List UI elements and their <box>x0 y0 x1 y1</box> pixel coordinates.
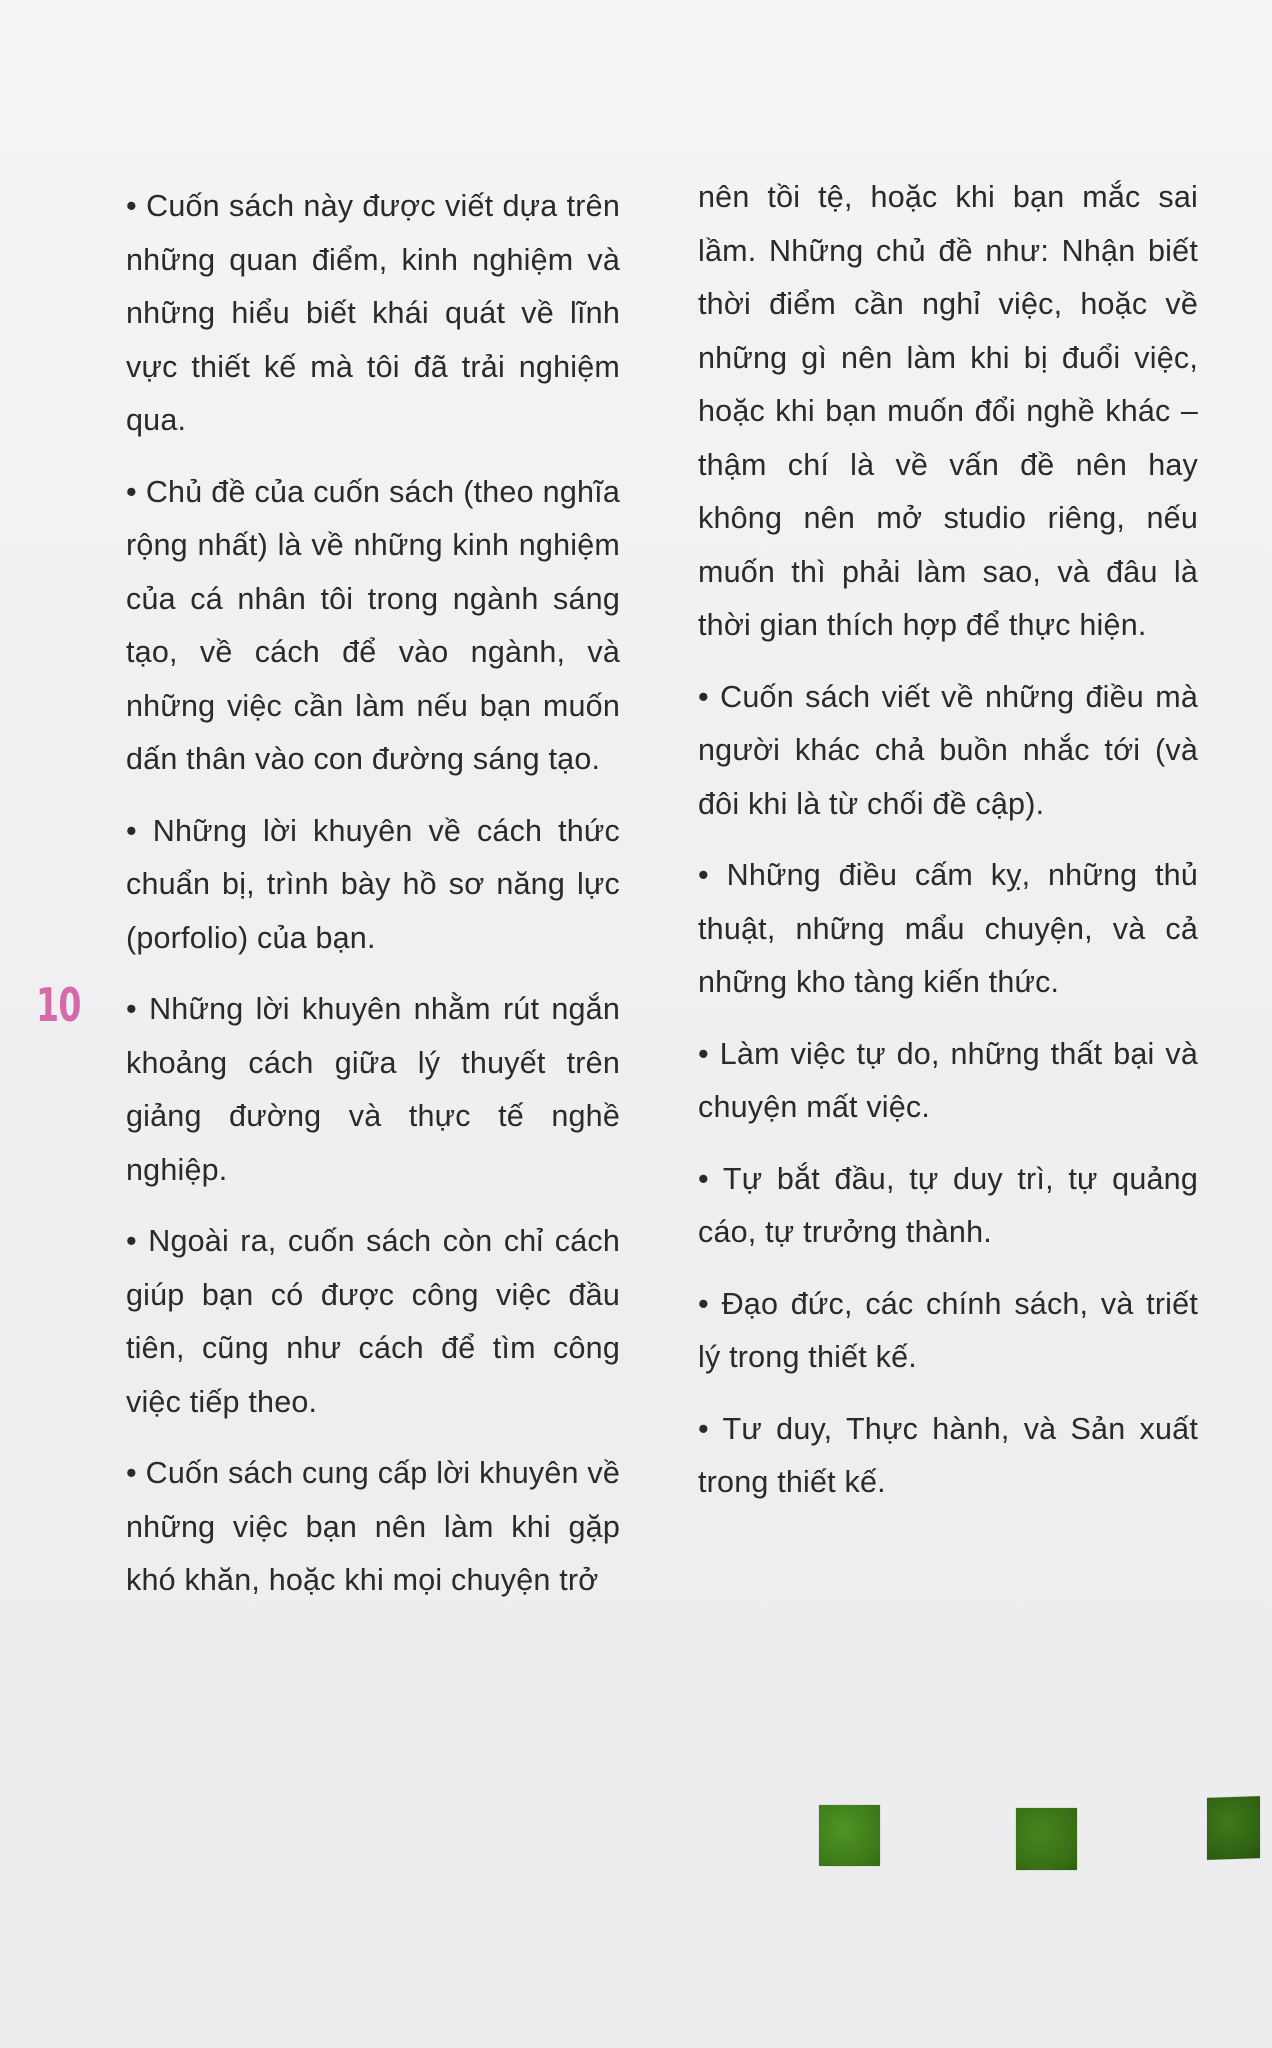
bullet-paragraph <box>126 983 620 1197</box>
bullet-icon: • <box>698 1411 709 1446</box>
bullet-paragraph <box>126 1215 620 1429</box>
paragraph-text: Cuốn sách viết về những điều mà người khác chả buồn nhắc tới (và đôi khi là từ chối đề cập). <box>698 679 1198 821</box>
bullet-icon: • <box>698 1036 709 1071</box>
bullet-paragraph <box>126 180 620 448</box>
continuation-paragraph <box>698 171 1198 653</box>
paragraph-text: Tư duy, Thực hành, và Sản xuất trong thiết kế. <box>698 1411 1198 1499</box>
paragraph-text: Tự bắt đầu, tự duy trì, tự quảng cáo, tự trưởng thành. <box>698 1161 1198 1249</box>
bullet-icon: • <box>698 1286 709 1321</box>
bullet-paragraph <box>126 466 620 787</box>
page-number: 10 <box>36 978 81 1032</box>
paragraph-text: Đạo đức, các chính sách, và triết lý trong thiết kế. <box>698 1286 1198 1374</box>
paragraph-text: Chủ đề của cuốn sách (theo nghĩa rộng nhất) là về những kinh nghiệm của cá nhân tôi trong ngành sáng tạo, về cách để vào ngành, và những việc cần làm nếu bạn muốn dấn thân vào con đường sáng tạo. <box>126 474 620 776</box>
bullet-paragraph <box>698 1278 1198 1385</box>
bullet-icon: • <box>126 1456 137 1490</box>
bullet-paragraph <box>698 671 1198 832</box>
bullet-icon: • <box>126 189 137 223</box>
bullet-icon: • <box>126 813 137 848</box>
paragraph-text: Ngoài ra, cuốn sách còn chỉ cách giúp bạn có được công việc đầu tiên, cũng như cách để tìm công việc tiếp theo. <box>126 1224 620 1419</box>
bullet-paragraph <box>126 1447 620 1608</box>
bullet-paragraph <box>126 805 620 966</box>
bullet-icon: • <box>698 1161 709 1196</box>
bullet-paragraph <box>698 849 1198 1010</box>
green-square-3 <box>1207 1796 1260 1860</box>
right-column <box>698 171 1198 1528</box>
paragraph-text: nên tồi tệ, hoặc khi bạn mắc sai lầm. Những chủ đề như: Nhận biết thời điểm cần nghỉ việc, hoặc về những gì nên làm khi bị đuổi việc, hoặc khi bạn muốn đổi nghề khác – thậm chí là về vấn đề nên hay không nên mở studio riêng, nếu muốn thì phải làm sao, và đâu là thời gian thích hợp để thực hiện. <box>698 180 1198 642</box>
bullet-paragraph <box>698 1028 1198 1135</box>
bullet-paragraph <box>698 1153 1198 1260</box>
bullet-icon: • <box>698 858 709 892</box>
paragraph-text: Những điều cấm kỵ, những thủ thuật, những mẩu chuyện, và cả những kho tàng kiến thức. <box>698 858 1198 999</box>
bullet-icon: • <box>698 679 709 714</box>
bullet-icon: • <box>126 992 137 1026</box>
paragraph-text: Những lời khuyên nhằm rút ngắn khoảng cách giữa lý thuyết trên giảng đường và thực tế nghề nghiệp. <box>126 992 620 1187</box>
bullet-icon: • <box>126 1224 137 1258</box>
paragraph-text: Những lời khuyên về cách thức chuẩn bị, trình bày hồ sơ năng lực (porfolio) của bạn. <box>126 813 620 955</box>
left-column <box>126 180 620 1626</box>
paragraph-text: Cuốn sách này được viết dựa trên những quan điểm, kinh nghiệm và những hiểu biết khái quát về lĩnh vực thiết kế mà tôi đã trải nghiệm qua. <box>126 189 620 437</box>
bullet-icon: • <box>126 474 137 509</box>
paragraph-text: Làm việc tự do, những thất bại và chuyện mất việc. <box>698 1036 1198 1124</box>
green-square-1 <box>819 1805 880 1866</box>
bullet-paragraph <box>698 1403 1198 1510</box>
paragraph-text: Cuốn sách cung cấp lời khuyên về những việc bạn nên làm khi gặp khó khăn, hoặc khi mọi chuyện trở <box>126 1456 620 1597</box>
green-square-2 <box>1016 1808 1077 1870</box>
